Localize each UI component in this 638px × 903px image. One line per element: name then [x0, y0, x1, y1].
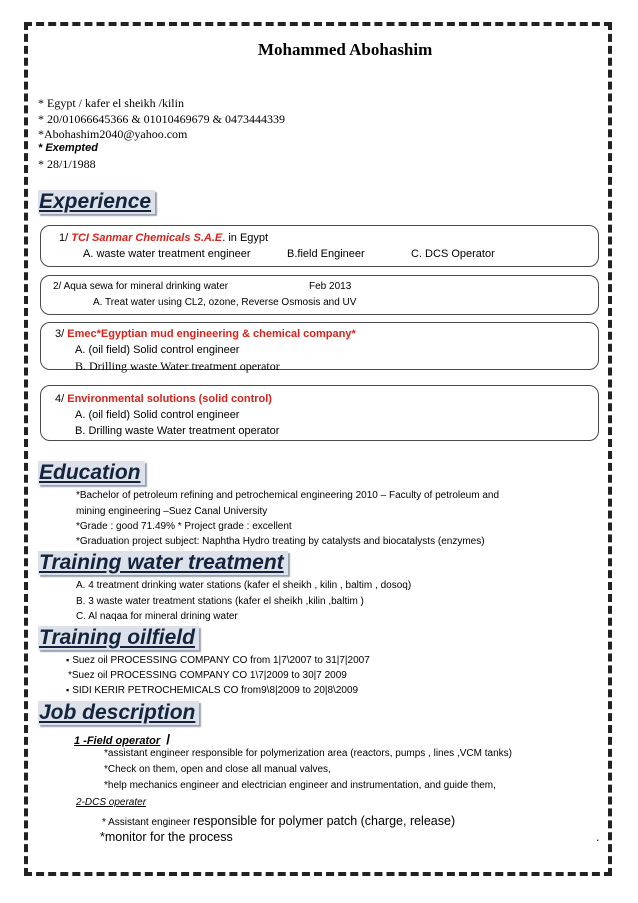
exp3-company: Emec*Egyptian mud engineering & chemical company*: [67, 328, 356, 340]
phone-numbers: * 20/01066645366 & 01010469679 & 0473444339: [38, 112, 286, 126]
training-water-a: A. 4 treatment drinking water stations (kafer el sheikh , kilin , baltim , dosoq): [76, 580, 412, 591]
section-experience: Experience: [38, 190, 155, 214]
oilfield-line-1: ▪ Suez oil PROCESSING COMPANY CO from 1|7\2007 to 31|7|2007: [66, 655, 370, 666]
training-water-b: B. 3 waste water treatment stations (kafer el sheikh ,kilin ,baltim ): [76, 596, 364, 607]
exp2-company: 2/ Aqua sewa for mineral drinking water: [53, 281, 229, 292]
exp1-location: . in Egypt: [222, 232, 269, 244]
job-line-1: *assistant engineer responsible for polymerization area (reactors, pumps , lines ,VCM tanks): [104, 748, 512, 759]
exp1-role-a: A. waste water treatment engineer: [83, 248, 251, 260]
job-line-5: *monitor for the process: [100, 830, 233, 844]
section-education: Education: [38, 461, 145, 485]
birth-date: * 28/1/1988: [38, 157, 96, 171]
training-water-c: C. Al naqaa for mineral drining water: [76, 611, 238, 622]
exp2-date: Feb 2013: [309, 281, 352, 292]
email: *Abohashim2040@yahoo.com: [38, 127, 188, 141]
exp4-role-a: A. (oil field) Solid control engineer: [75, 409, 240, 421]
oilfield-line-2: *Suez oil PROCESSING COMPANY CO 1\7|2009 to 30|7 2009: [68, 670, 347, 681]
section-training-oilfield: Training oilfield: [38, 626, 199, 650]
exp1-role-c: C. DCS Operator: [411, 248, 495, 260]
exp1-company: TCI Sanmar Chemicals S.A.E: [71, 232, 223, 244]
experience-item-3: [40, 322, 599, 373]
exp1-role-b: B.field Engineer: [287, 248, 365, 260]
education-line-1: *Bachelor of petroleum refining and petrochemical engineering 2010 – Faculty of petroleum and: [76, 490, 500, 501]
education-line-3: *Grade : good 71.49% * Project grade : excellent: [76, 521, 292, 532]
section-training-water: Training water treatment: [38, 551, 288, 575]
address: * Egypt / kafer el sheikh /kilin: [38, 96, 184, 110]
job-line-3: *help mechanics engineer and electrician engineer and instrumentation, and guide them,: [104, 780, 496, 791]
job-line-4b: responsible for polymer patch (charge, release): [193, 814, 456, 828]
oilfield-line-3: ▪ SIDI KERIR PETROCHEMICALS CO from9\8|2009 to 20|8\2009: [66, 685, 358, 696]
job-heading-1: 1 -Field operator: [74, 735, 161, 747]
experience-item-4: [40, 385, 599, 441]
exp3-number: 3/: [55, 328, 68, 340]
exp4-company: Environmental solutions (solid control): [67, 393, 272, 405]
job-line-4a: * Assistant engineer: [102, 817, 194, 828]
trailing-dot: .: [596, 830, 600, 844]
exp3-role-a: A. (oil field) Solid control engineer: [75, 344, 240, 356]
exp3-role-b: B. Drilling waste Water treatment operator: [75, 359, 280, 373]
experience-item-1: [40, 225, 599, 267]
exp4-role-b: B. Drilling waste Water treatment operator: [75, 425, 280, 437]
exp1-number: 1/: [59, 232, 72, 244]
job-heading-1-slash: /: [166, 731, 171, 747]
job-line-2: *Check on them, open and close all manual valves,: [104, 764, 331, 775]
exp2-role: A. Treat water using CL2, ozone, Reverse Osmosis and UV: [93, 297, 357, 308]
resume-name: Mohammed Abohashim: [258, 40, 433, 59]
section-job-description: Job description: [38, 701, 199, 725]
job-heading-2: 2-DCS operater: [76, 797, 147, 808]
experience-item-2: [40, 275, 599, 315]
exp4-number: 4/: [55, 393, 68, 405]
military-status: * Exempted: [38, 142, 98, 154]
education-line-2: mining engineering –Suez Canal University: [76, 506, 268, 517]
education-line-4: *Graduation project subject: Naphtha Hydro treating by catalysts and biocatalysts (enzymes): [76, 536, 485, 547]
